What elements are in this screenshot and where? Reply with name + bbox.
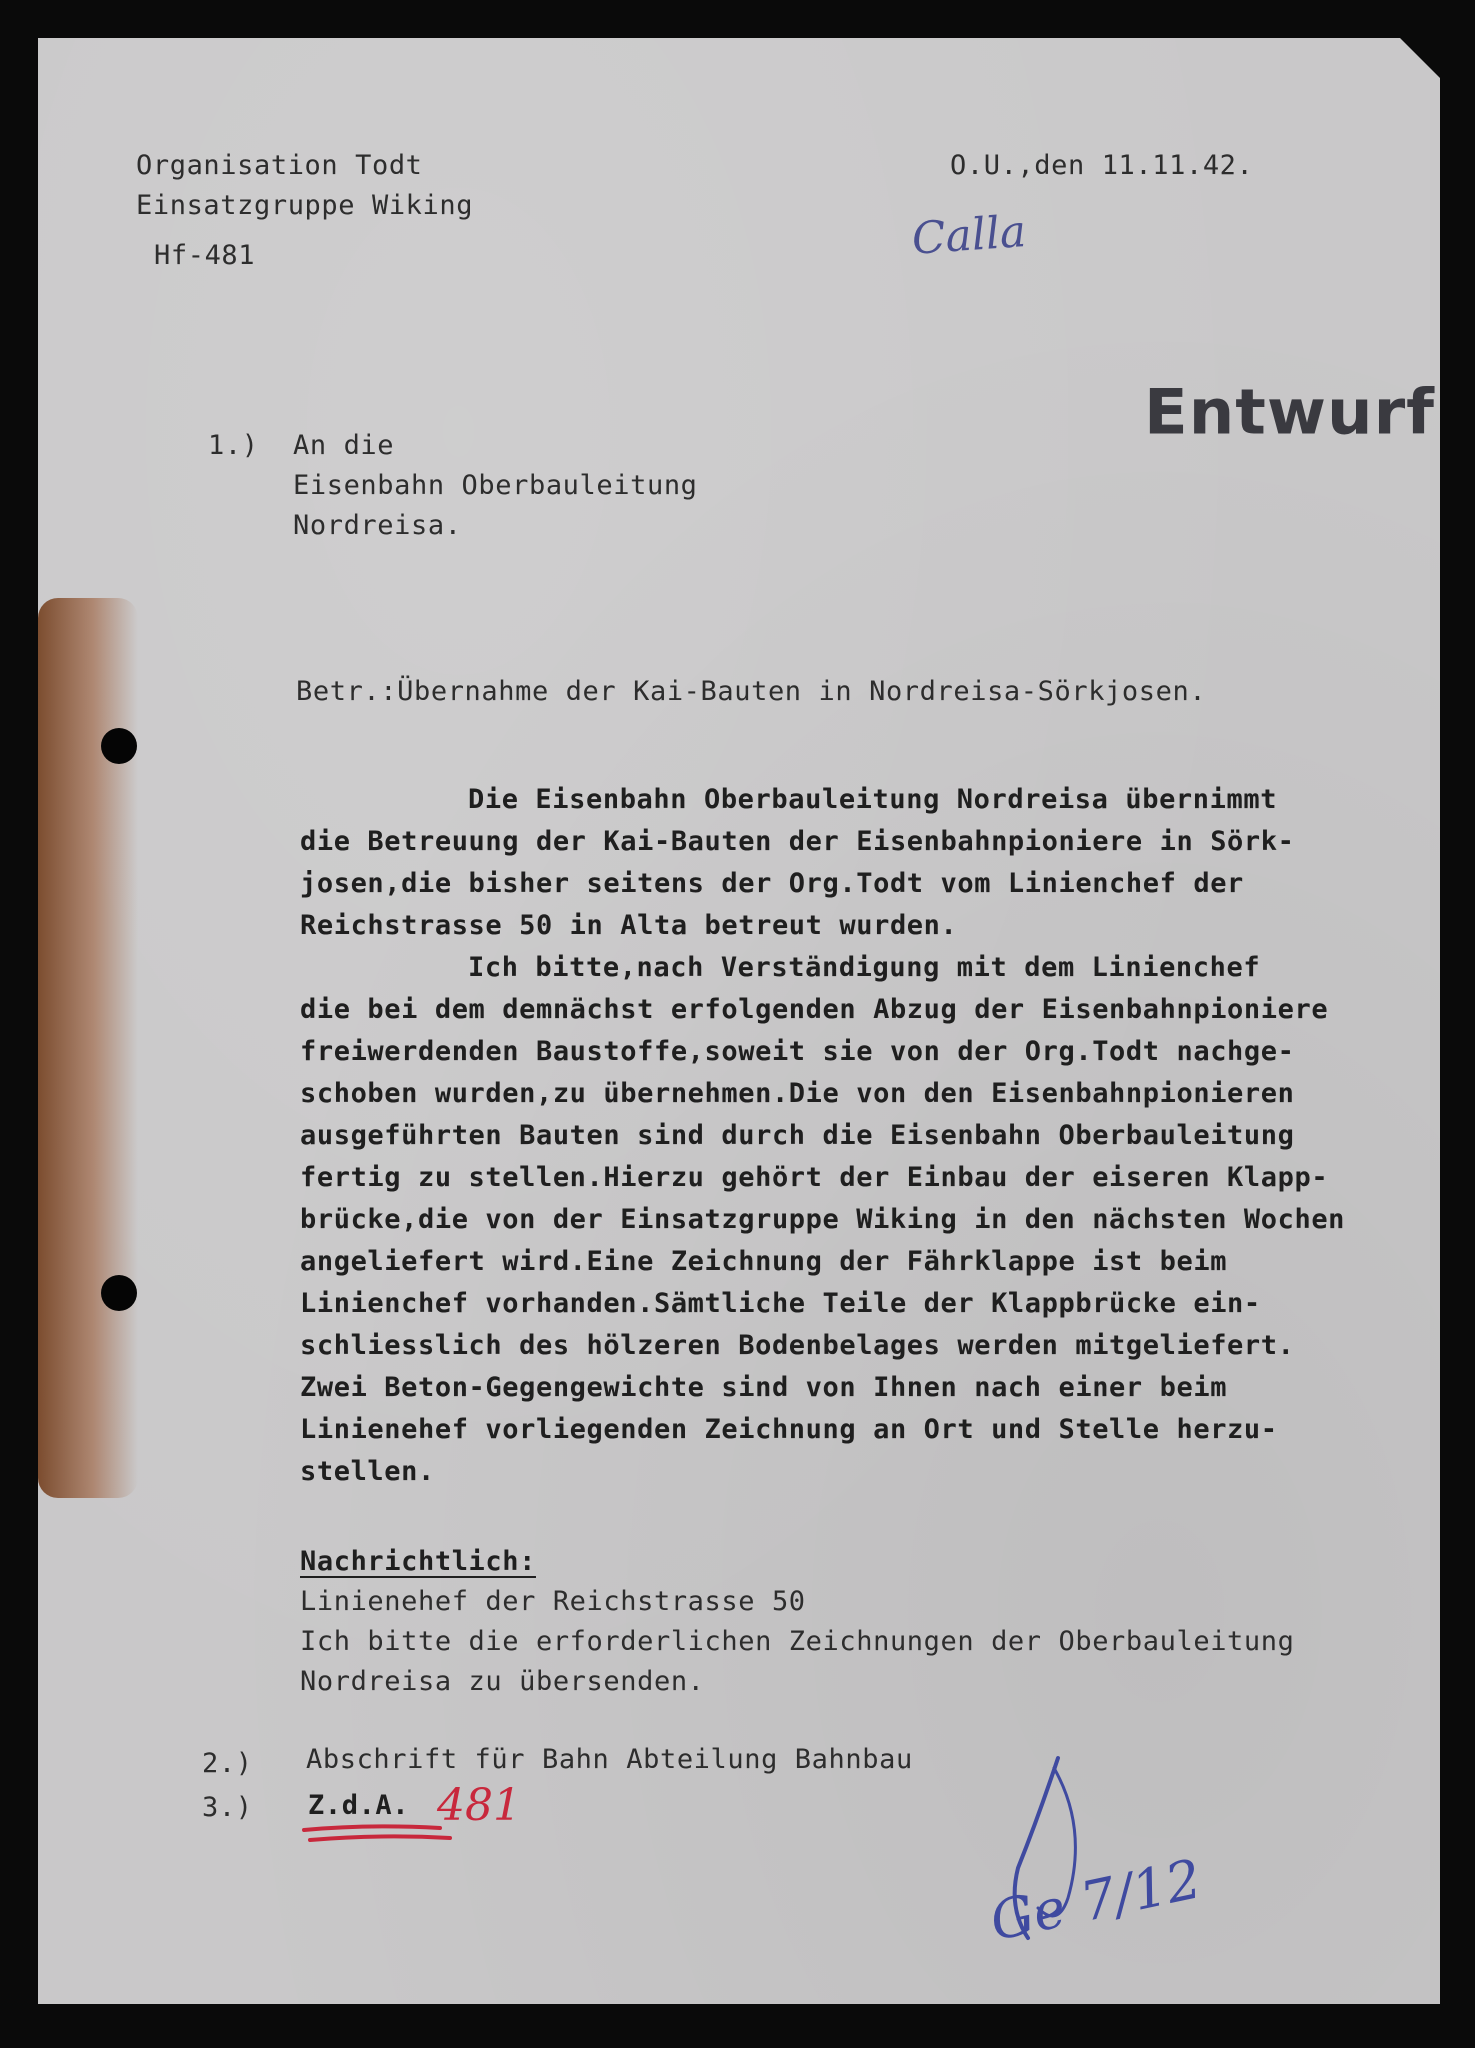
body-line: freiwerdenden Baustoffe,soweit sie von der Org.Todt nachge-: [300, 1036, 1295, 1067]
body-line: stellen.: [300, 1456, 435, 1487]
signature-initials: [958, 1738, 1218, 1958]
nachrichtlich-line: Ich bitte die erforderlichen Zeichnungen der Oberbauleitung: [300, 1626, 1295, 1657]
recipient-number: 1.): [208, 430, 259, 461]
document-sheet: [38, 38, 1440, 2004]
recipient-line: An die: [293, 430, 395, 461]
nachrichtlich-line: Nordreisa zu übersenden.: [300, 1666, 705, 1697]
handwritten-note: Calla: [910, 206, 1028, 265]
body-line: josen,die bisher seitens der Org.Todt vom Linienchef der: [300, 868, 1244, 899]
letterhead-group: Einsatzgruppe Wiking: [136, 190, 474, 221]
letterhead-reference: Hf-481: [154, 240, 256, 271]
recipient-line: Eisenbahn Oberbauleitung: [293, 470, 698, 501]
body-line: Linienehef vorliegenden Zeichnung an Ort und Stelle herzu-: [300, 1414, 1278, 1445]
body-line: angeliefert wird.Eine Zeichnung der Fährklappe ist beim: [300, 1246, 1228, 1277]
punch-hole-bottom: [101, 1275, 137, 1311]
body-line: Die Eisenbahn Oberbauleitung Nordreisa übernimmt: [468, 784, 1278, 815]
nachrichtlich-heading: Nachrichtlich:: [300, 1546, 536, 1577]
letterhead-organisation: Organisation Todt: [136, 150, 423, 181]
draft-stamp: Entwurf: [1144, 376, 1435, 450]
item-number: 3.): [202, 1792, 253, 1823]
body-line: Linienchef vorhanden.Sämtliche Teile der Klappbrücke ein-: [300, 1288, 1261, 1319]
signature-initials-text: Ge 7/12: [984, 1847, 1207, 1954]
body-line: die bei dem demnächst erfolgenden Abzug der Eisenbahnpioniere: [300, 994, 1329, 1025]
item-text: Abschrift für Bahn Abteilung Bahnbau: [306, 1744, 913, 1775]
item-number: 2.): [202, 1748, 253, 1779]
handwritten-note-mark: [908, 198, 1058, 278]
item-text: Z.d.A.: [308, 1790, 410, 1821]
body-line: fertig zu stellen.Hierzu gehört der Einbau der eiseren Klapp-: [300, 1162, 1329, 1193]
body-line: schliesslich des hölzeren Bodenbelages werden mitgeliefert.: [300, 1330, 1295, 1361]
handwritten-file-number-text: 481: [437, 1780, 521, 1831]
body-line: Reichstrasse 50 in Alta betreut wurden.: [300, 910, 958, 941]
punch-hole-top: [101, 728, 137, 764]
nachrichtlich-line: Linienehef der Reichstrasse 50: [300, 1586, 806, 1617]
body-line: brücke,die von der Einsatzgruppe Wiking in den nächsten Wochen: [300, 1204, 1346, 1235]
body-line: schoben wurden,zu übernehmen.Die von den Eisenbahnpionieren: [300, 1078, 1295, 1109]
body-line: die Betreuung der Kai-Bauten der Eisenbahnpioniere in Sörk-: [300, 826, 1295, 857]
handwritten-file-number: [433, 1768, 553, 1838]
body-line: Ich bitte,nach Verständigung mit dem Linienchef: [468, 952, 1261, 983]
date-line: O.U.,den 11.11.42.: [950, 150, 1254, 181]
body-line: ausgeführten Bauten sind durch die Eisenbahn Oberbauleitung: [300, 1120, 1295, 1151]
folded-corner: [1400, 38, 1440, 78]
subject-line: Betr.:Übernahme der Kai-Bauten in Nordreisa-Sörkjosen.: [296, 676, 1207, 707]
recipient-line: Nordreisa.: [293, 510, 462, 541]
body-line: Zwei Beton-Gegengewichte sind von Ihnen nach einer beim: [300, 1372, 1228, 1403]
